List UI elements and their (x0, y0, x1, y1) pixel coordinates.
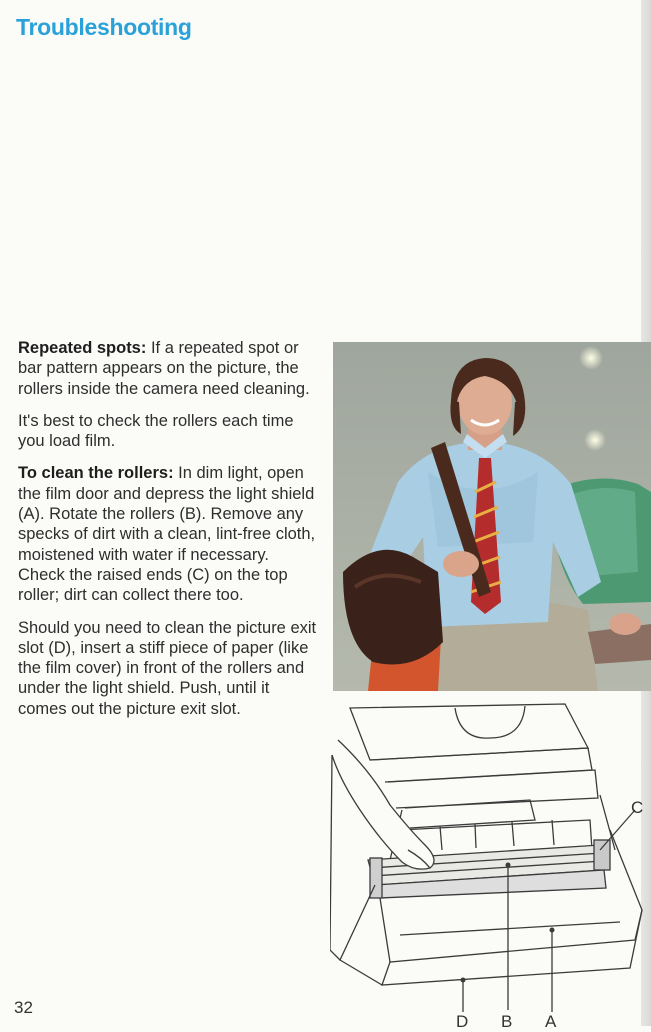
lead-repeated-spots: Repeated spots: (18, 339, 147, 357)
paragraph-exit-slot (18, 618, 318, 719)
text-repeated-spots: If a repeated spot or bar pattern appears on the picture, the rollers inside the camera need cleaning. (18, 339, 310, 398)
page-number: 32 (14, 998, 33, 1017)
label-a: A (545, 1012, 557, 1031)
photo-man-with-camera-bag (333, 342, 651, 691)
diagram-illustration (330, 700, 651, 1026)
body-text (18, 338, 318, 731)
lead-clean-rollers: To clean the rollers: (18, 464, 174, 483)
label-d: D (456, 1012, 469, 1031)
label-b: B (501, 1012, 513, 1031)
paragraph-clean-rollers (18, 463, 318, 605)
text-clean-rollers: In dim light, open the film door and depress the light shield (A). Rotate the rollers (B). Remove any specks of dirt with a clean, lint-free cloth, moistened with water if necessary. Check the raised ends (C) on the top roller; dirt can collect there too. (18, 464, 316, 605)
photo-illustration (333, 342, 651, 691)
camera-roller-diagram (330, 700, 651, 1031)
text-check-rollers: It's best to check the rollers each time you load film. (18, 411, 294, 451)
label-c: C (631, 798, 644, 817)
text-exit-slot: Should you need to clean the picture exit slot (D), insert a stiff piece of paper (like the film cover) in front of the rollers and under the light shield. Push, until it comes out the picture exit slot. (18, 618, 317, 718)
paragraph-check-rollers (18, 411, 318, 452)
paragraph-repeated-spots (18, 338, 318, 399)
page-heading: Troubleshooting (16, 14, 192, 40)
